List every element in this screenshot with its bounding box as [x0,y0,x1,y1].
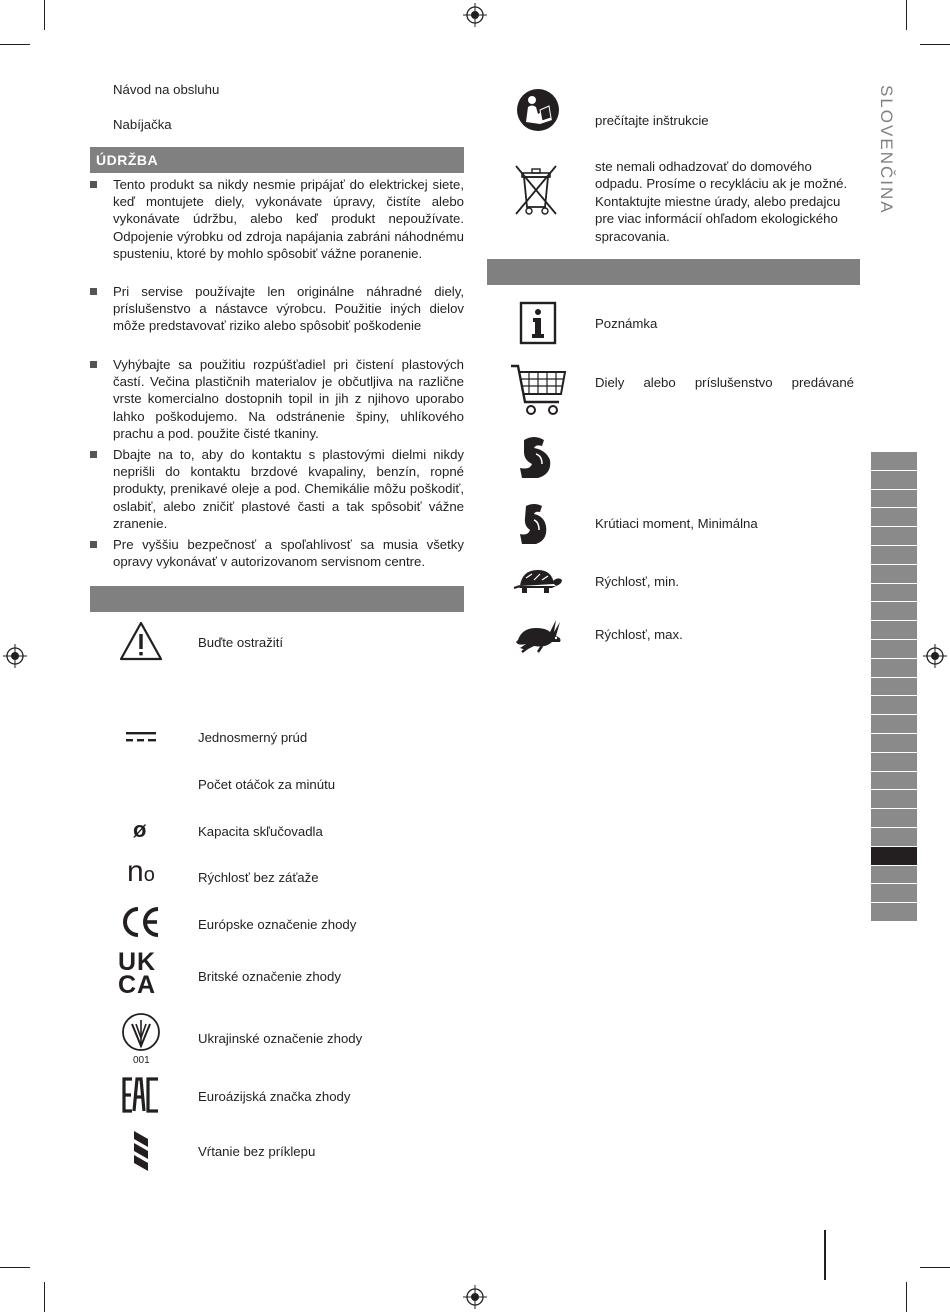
ukrainian-mark-icon [120,1010,162,1056]
page-rule [824,1230,826,1280]
language-label: SLOVENČINA [877,85,896,215]
language-tab[interactable] [871,753,917,772]
list-item [90,446,464,532]
language-tab-active[interactable] [871,847,917,866]
language-tab[interactable] [871,715,917,734]
language-tab[interactable] [871,584,917,603]
symbol-label: Euroázijská značka zhody [198,1089,351,1104]
info-icon [519,301,557,345]
eac-mark-icon [122,1077,160,1113]
crossed-bin-icon [513,163,559,217]
registration-mark-icon [463,3,487,27]
list-item [90,536,464,570]
language-tab[interactable] [871,866,917,885]
symbol-label: Ukrajinské označenie zhody [198,1031,363,1046]
crop-mark [906,1282,907,1312]
registration-mark-icon [463,1285,487,1309]
language-tab[interactable] [871,546,917,565]
header-line-charger: Nabíjačka [113,117,172,132]
symbol-label: prečítajte inštrukcie [595,113,709,128]
language-tab[interactable] [871,565,917,584]
bullet-square-icon [90,541,97,548]
language-tab[interactable] [871,809,917,828]
bullet-text: Dbajte na to, aby do kontaktu s plastovými dielmi nikdy neprišli do kontaktu brzdové kvapaliny, benzín, ropné produkty, prenikavé oleje a pod. Chemikálie môžu poškodiť, oslabiť, alebo zničiť plastové časti a tak spôsobiť vážne zranenie. [113,447,464,531]
bullet-square-icon [90,361,97,368]
bullet-text: Tento produkt sa nikdy nesmie pripájať do elektrickej siete, keď montujete diely, vykonávate úpravy, čistíte alebo vykonávate údržbu, alebo keď produkt nepoužívate. Odpojenie výrobku od zdroja napájania zabráni náhodnému spusteniu, ktoré by mohlo spôsobiť vážne poranenie. [113,177,464,261]
list-item [90,283,464,335]
crop-mark [44,1282,45,1312]
language-tab[interactable] [871,734,917,753]
crop-mark [0,44,30,45]
language-tab[interactable] [871,790,917,809]
rabbit-icon [512,614,564,654]
language-label-container [876,85,900,225]
bullet-text: Pre vyššiu bezpečnosť a spoľahlivosť sa musia všetky opravy vykonávať v autorizovanom servisnom centre. [113,537,464,570]
symbols-heading-bar [90,586,464,612]
language-tab[interactable] [871,772,917,791]
symbol-label: ste nemali odhadzovať do domového odpadu. Prosíme o recykláciu ak je možné. Kontaktujte miestne úrady, alebo predajcu pre viac informácií ohľadom ekologického spracovania. [595,159,848,244]
crop-mark [0,1267,30,1268]
bullet-square-icon [90,288,97,295]
ukca-mark-icon [118,948,157,999]
language-tab[interactable] [871,884,917,903]
list-item [90,176,464,262]
symbol-label: Rýchlosť, min. [595,574,680,589]
bullet-text: Vyhýbajte sa použitiu rozpúšťadiel pri čistení plastových častí. Večina plastičnih materialov je občutljiva na različne vrste komercialno dostopnih topil in jih z njihovo uporabo lahko poškodujemo. Na odstránenie špiny, uhlíkového prachu a pod. použite čisté tkaniny. [113,357,464,441]
symbol-label: Poznámka [595,316,658,331]
symbol-label: Kapacita skľučovadla [198,824,323,839]
torque-min-icon [516,500,560,546]
symbol-label: Diely alebo príslušenstvo predávané [595,375,854,390]
maintenance-heading: ÚDRŽBA [90,147,464,173]
no-load-speed-icon [127,857,155,890]
symbol-label: Rýchlosť bez záťaže [198,870,319,885]
dc-current-icon [125,730,157,744]
ukrainian-mark-code: 001 [133,1055,150,1066]
crop-mark [906,0,907,30]
language-tab[interactable] [871,696,917,715]
language-tab[interactable] [871,621,917,640]
symbol-label: Britské označenie zhody [198,969,341,984]
symbol-label: Európske označenie zhody [198,917,357,932]
language-tab[interactable] [871,490,917,509]
speed-symbol-n: n [127,855,144,888]
ce-mark-icon [121,906,161,938]
symbol-label: Jednosmerný prúd [198,730,308,745]
registration-mark-icon [923,644,947,668]
language-tab[interactable] [871,659,917,678]
language-tab[interactable] [871,527,917,546]
drill-bit-icon [130,1129,152,1173]
turtle-icon [512,566,564,596]
bullet-square-icon [90,181,97,188]
language-tab[interactable] [871,640,917,659]
shopping-cart-icon [509,362,567,418]
crop-mark [920,1267,950,1268]
language-tab[interactable] [871,452,917,471]
symbol-label: Buďte ostražití [198,635,284,650]
list-item [90,356,464,442]
header-line-manual: Návod na obsluhu [113,82,220,97]
ukca-line1: UK [118,948,157,976]
registration-mark-icon [3,644,27,668]
warning-triangle-icon [118,620,164,662]
language-tab[interactable] [871,471,917,490]
symbol-label: Vŕtanie bez príklepu [198,1144,316,1159]
diameter-icon: ø [133,817,147,842]
bullet-text: Pri servise používajte len originálne náhradné diely, príslušenstvo a nástavce výrobcu. Použitie iných dielov môže predstavovať riziko alebo spôsobiť poškodenie [113,284,464,334]
language-tab-strip [871,452,917,922]
language-tab[interactable] [871,678,917,697]
language-tab[interactable] [871,602,917,621]
language-tab[interactable] [871,828,917,847]
crop-mark [920,44,950,45]
speed-symbol-sub: o [143,864,155,886]
crop-mark [44,0,45,30]
torque-max-icon [516,434,560,480]
symbol-label: Počet otáčok za minútu [198,777,336,792]
language-tab[interactable] [871,903,917,922]
symbol-label: Rýchlosť, max. [595,627,683,642]
language-tab[interactable] [871,508,917,527]
ukca-line2: CA [118,971,157,999]
bullet-square-icon [90,451,97,458]
symbols-heading-bar [487,259,860,285]
read-manual-icon [516,88,560,132]
symbol-label: Krútiaci moment, Minimálna [595,516,758,531]
